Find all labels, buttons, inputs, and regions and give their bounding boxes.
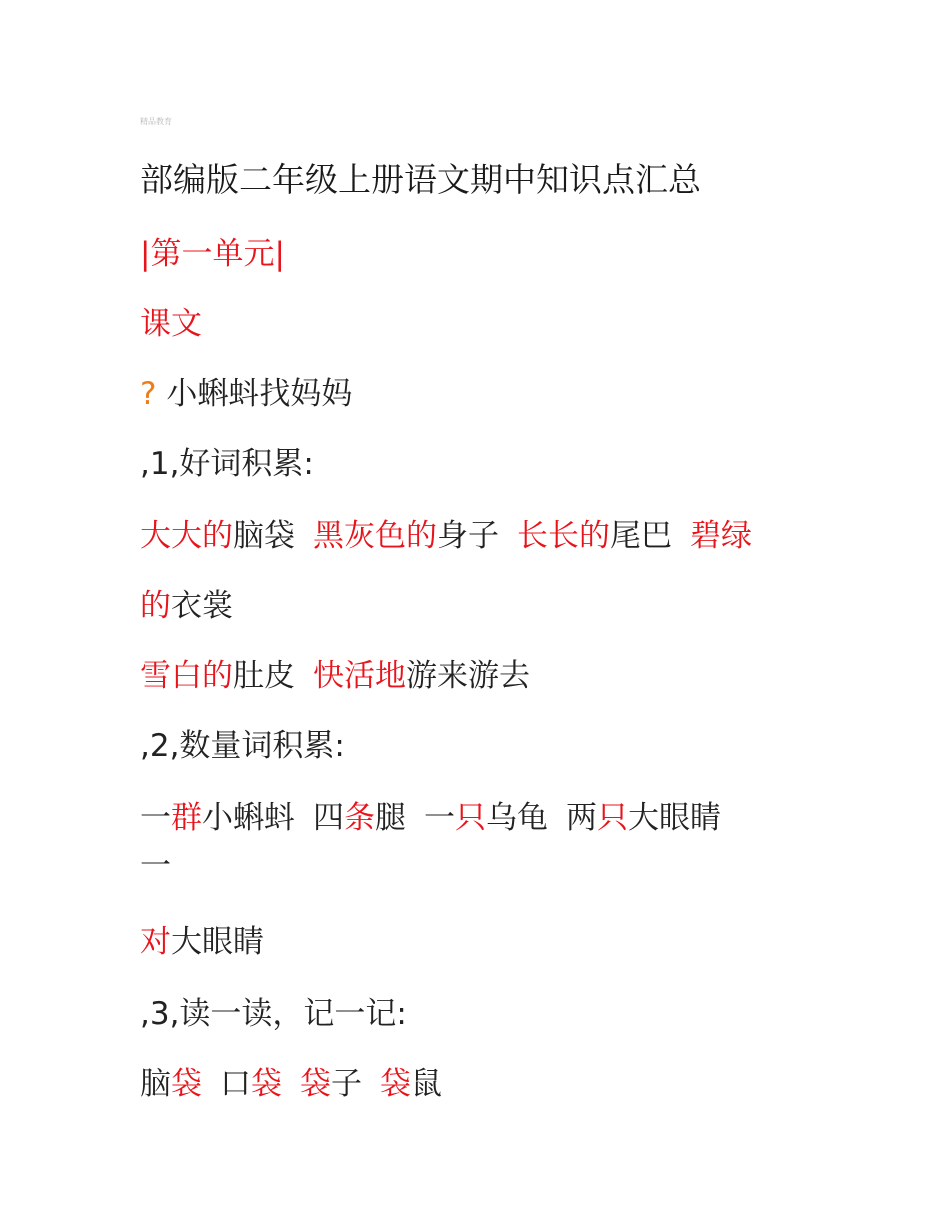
s2-heading: ,2,数量词积累: xyxy=(140,728,345,764)
s3-line1 xyxy=(140,1064,442,1104)
s2-line1 xyxy=(140,798,721,838)
phrase-segment: 尾巴 xyxy=(610,518,672,554)
phrase-segment: 子 xyxy=(331,1066,362,1102)
phrase-segment: 肚皮 xyxy=(233,658,295,694)
section-heading: 课文 xyxy=(140,306,202,342)
phrase-segment: 衣裳 xyxy=(171,588,233,624)
phrase-segment: 条 xyxy=(344,800,375,836)
phrase-segment: 袋 xyxy=(251,1066,282,1102)
phrase-segment: 小蝌蚪 xyxy=(202,800,295,836)
phrase-segment: 袋 xyxy=(380,1066,411,1102)
phrase-segment: 游来游去 xyxy=(406,658,530,694)
s2-line2 xyxy=(140,846,171,886)
phrase-segment: 一 xyxy=(140,848,171,884)
s1-line3 xyxy=(140,656,530,696)
phrase-segment: 一 xyxy=(424,800,455,836)
phrase-segment: 只 xyxy=(597,800,628,836)
s2-line3 xyxy=(140,922,264,962)
phrase-segment: 四 xyxy=(313,800,344,836)
phrase-segment: 大眼睛 xyxy=(628,800,721,836)
phrase-segment: 快活地 xyxy=(313,658,406,694)
phrase-segment: 群 xyxy=(171,800,202,836)
phrase-segment: 一 xyxy=(140,800,171,836)
lesson-title: 小蝌蚪找妈妈 xyxy=(156,376,353,412)
phrase-segment: 雪白的 xyxy=(140,658,233,694)
watermark: 精品教育 xyxy=(140,117,172,126)
phrase-segment: 袋 xyxy=(171,1066,202,1102)
phrase-segment: 大大的 xyxy=(140,518,233,554)
phrase-segment: 两 xyxy=(566,800,597,836)
lesson-title-line xyxy=(140,374,352,414)
s1-line2 xyxy=(140,586,233,626)
phrase-segment: 身子 xyxy=(437,518,499,554)
phrase-segment: 黑灰色的 xyxy=(313,518,437,554)
s1-heading: ,1,好词积累: xyxy=(140,446,314,482)
page-title: 部编版二年级上册语文期中知识点汇总 xyxy=(140,160,701,199)
phrase-segment: 袋 xyxy=(300,1066,331,1102)
phrase-segment: 脑袋 xyxy=(233,518,295,554)
phrase-segment: 只 xyxy=(455,800,486,836)
s3-heading: ,3,读一读，记一记: xyxy=(140,996,407,1032)
phrase-segment: 口 xyxy=(220,1066,251,1102)
phrase-segment: 脑 xyxy=(140,1066,171,1102)
phrase-segment: 长长的 xyxy=(517,518,610,554)
phrase-segment: 腿 xyxy=(375,800,406,836)
s1-line1 xyxy=(140,516,752,556)
phrase-segment: 的 xyxy=(140,588,171,624)
phrase-segment: 对 xyxy=(140,924,171,960)
phrase-segment: 大眼睛 xyxy=(171,924,264,960)
phrase-segment: 碧绿 xyxy=(690,518,752,554)
phrase-segment: 鼠 xyxy=(411,1066,442,1102)
unit-heading: |第一单元| xyxy=(140,236,285,272)
phrase-segment: 乌龟 xyxy=(486,800,548,836)
question-marker: ? xyxy=(140,376,157,412)
